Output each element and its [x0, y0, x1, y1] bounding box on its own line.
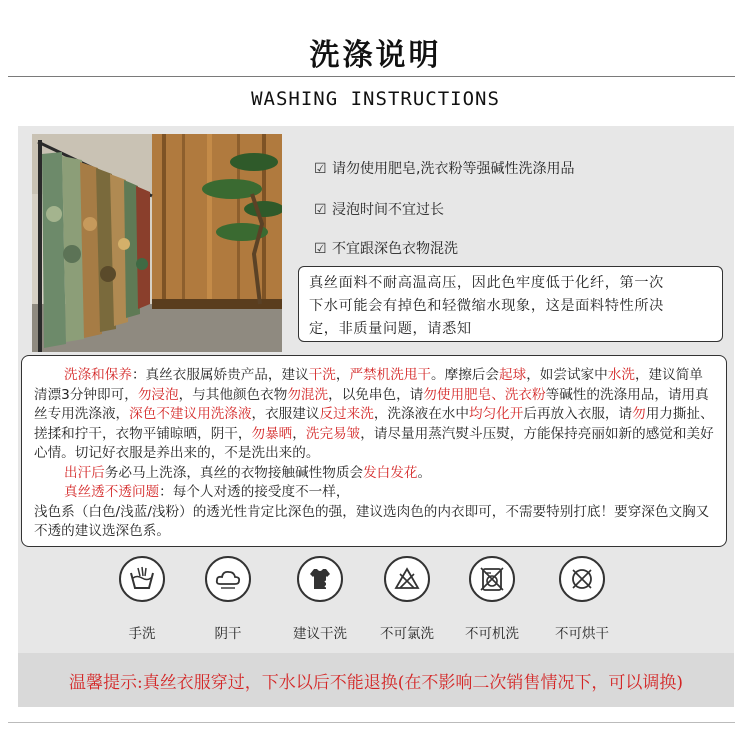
checklist-item: ☑ 请勿使用肥皂,洗衣粉等强碱性洗涤用品: [314, 161, 575, 177]
care-icon-item: [367, 556, 447, 642]
page-subtitle: WASHING INSTRUCTIONS: [251, 88, 500, 110]
care-icon-label: 不可烘干: [555, 626, 609, 642]
checkbox-checked-icon: ☑: [314, 161, 327, 177]
care-icon-label: 不可机洗: [465, 626, 519, 642]
care-instructions-box: [21, 355, 727, 547]
no-tumble-dry-icon: [559, 556, 605, 602]
care-icon-item: [280, 556, 360, 642]
shade-dry-icon: [205, 556, 251, 602]
care-icon-label: 不可氯洗: [380, 626, 434, 642]
care-icon-item: [452, 556, 532, 642]
page-title: 洗涤说明: [309, 38, 442, 73]
checklist-item: ☑ 浸泡时间不宜过长: [314, 202, 444, 218]
no-machine-wash-icon: [469, 556, 515, 602]
care-icon-item: [542, 556, 622, 642]
care-icon-item: [102, 556, 182, 642]
hand-wash-icon: [119, 556, 165, 602]
care-icon-label: 建议干洗: [293, 626, 347, 642]
dry-clean-icon: [297, 556, 343, 602]
fabric-note-box: [298, 266, 723, 342]
checklist-item: ☑ 不宜跟深色衣物混洗: [314, 241, 458, 257]
title-divider: [8, 76, 735, 77]
no-bleach-icon: [384, 556, 430, 602]
warm-tip-text: 温馨提示:真丝衣服穿过，下水以后不能退换(在不影响二次销售情况下，可以调换): [69, 673, 683, 693]
care-paragraph-sweat: 出汗后务必马上洗涤，真丝的衣物接触碱性物质会发白发花。: [64, 464, 432, 481]
bottom-divider: [8, 722, 735, 723]
checkbox-checked-icon: ☑: [314, 202, 327, 218]
fabric-note-line: 下水可能会有掉色和轻微缩水现象，这是面料特性所决: [309, 298, 664, 314]
fabric-note-line: 真丝面料不耐高温高压，因此色牢度低于化纤，第一次: [309, 275, 664, 291]
care-paragraph-washing: 洗涤和保养：真丝衣服属娇贵产品，建议干洗，严禁机洗甩干。摩擦后会起球，如尝试家中水洗，建议简单清漂3分钟即可，勿浸泡，与其他颜色衣物勿混洗，以免串色，请勿使用肥皂、洗衣粉等碱性的洗涤用品，请用真丝专用洗涤液，深色不建议用洗涤液，衣服建议反过来洗，洗涤液在水中均匀化开后再放入衣服，请勿用力撕扯、搓揉和拧干，衣物平铺晾晒，阴干，勿暴晒，洗完易皱，请尽量用蒸汽熨斗压熨，方能保持亮丽如新的感觉和美好心情。切记好衣服是养出来的，不是洗出来的。: [34, 367, 714, 461]
care-paragraph-colors: 浅色系（白色/浅蓝/浅粉）的透光性肯定比深色的强，建议选肉色的内衣即可，不需要特别打底！要穿深色文胸又不透的建议选深色系。: [34, 503, 710, 539]
care-icon-label: 阴干: [214, 626, 242, 642]
care-icon-item: [188, 556, 268, 642]
care-icon-label: 手洗: [128, 626, 156, 642]
fabric-note-line: 定，非质量问题，请悉知: [309, 321, 472, 337]
care-icons-row: [0, 556, 751, 646]
product-photo: [32, 134, 282, 352]
warm-tip-bar: [18, 653, 734, 707]
care-paragraph-transparency: 真丝透不透问题：每个人对透的接受度不一样，: [64, 484, 350, 500]
checkbox-checked-icon: ☑: [314, 241, 327, 257]
